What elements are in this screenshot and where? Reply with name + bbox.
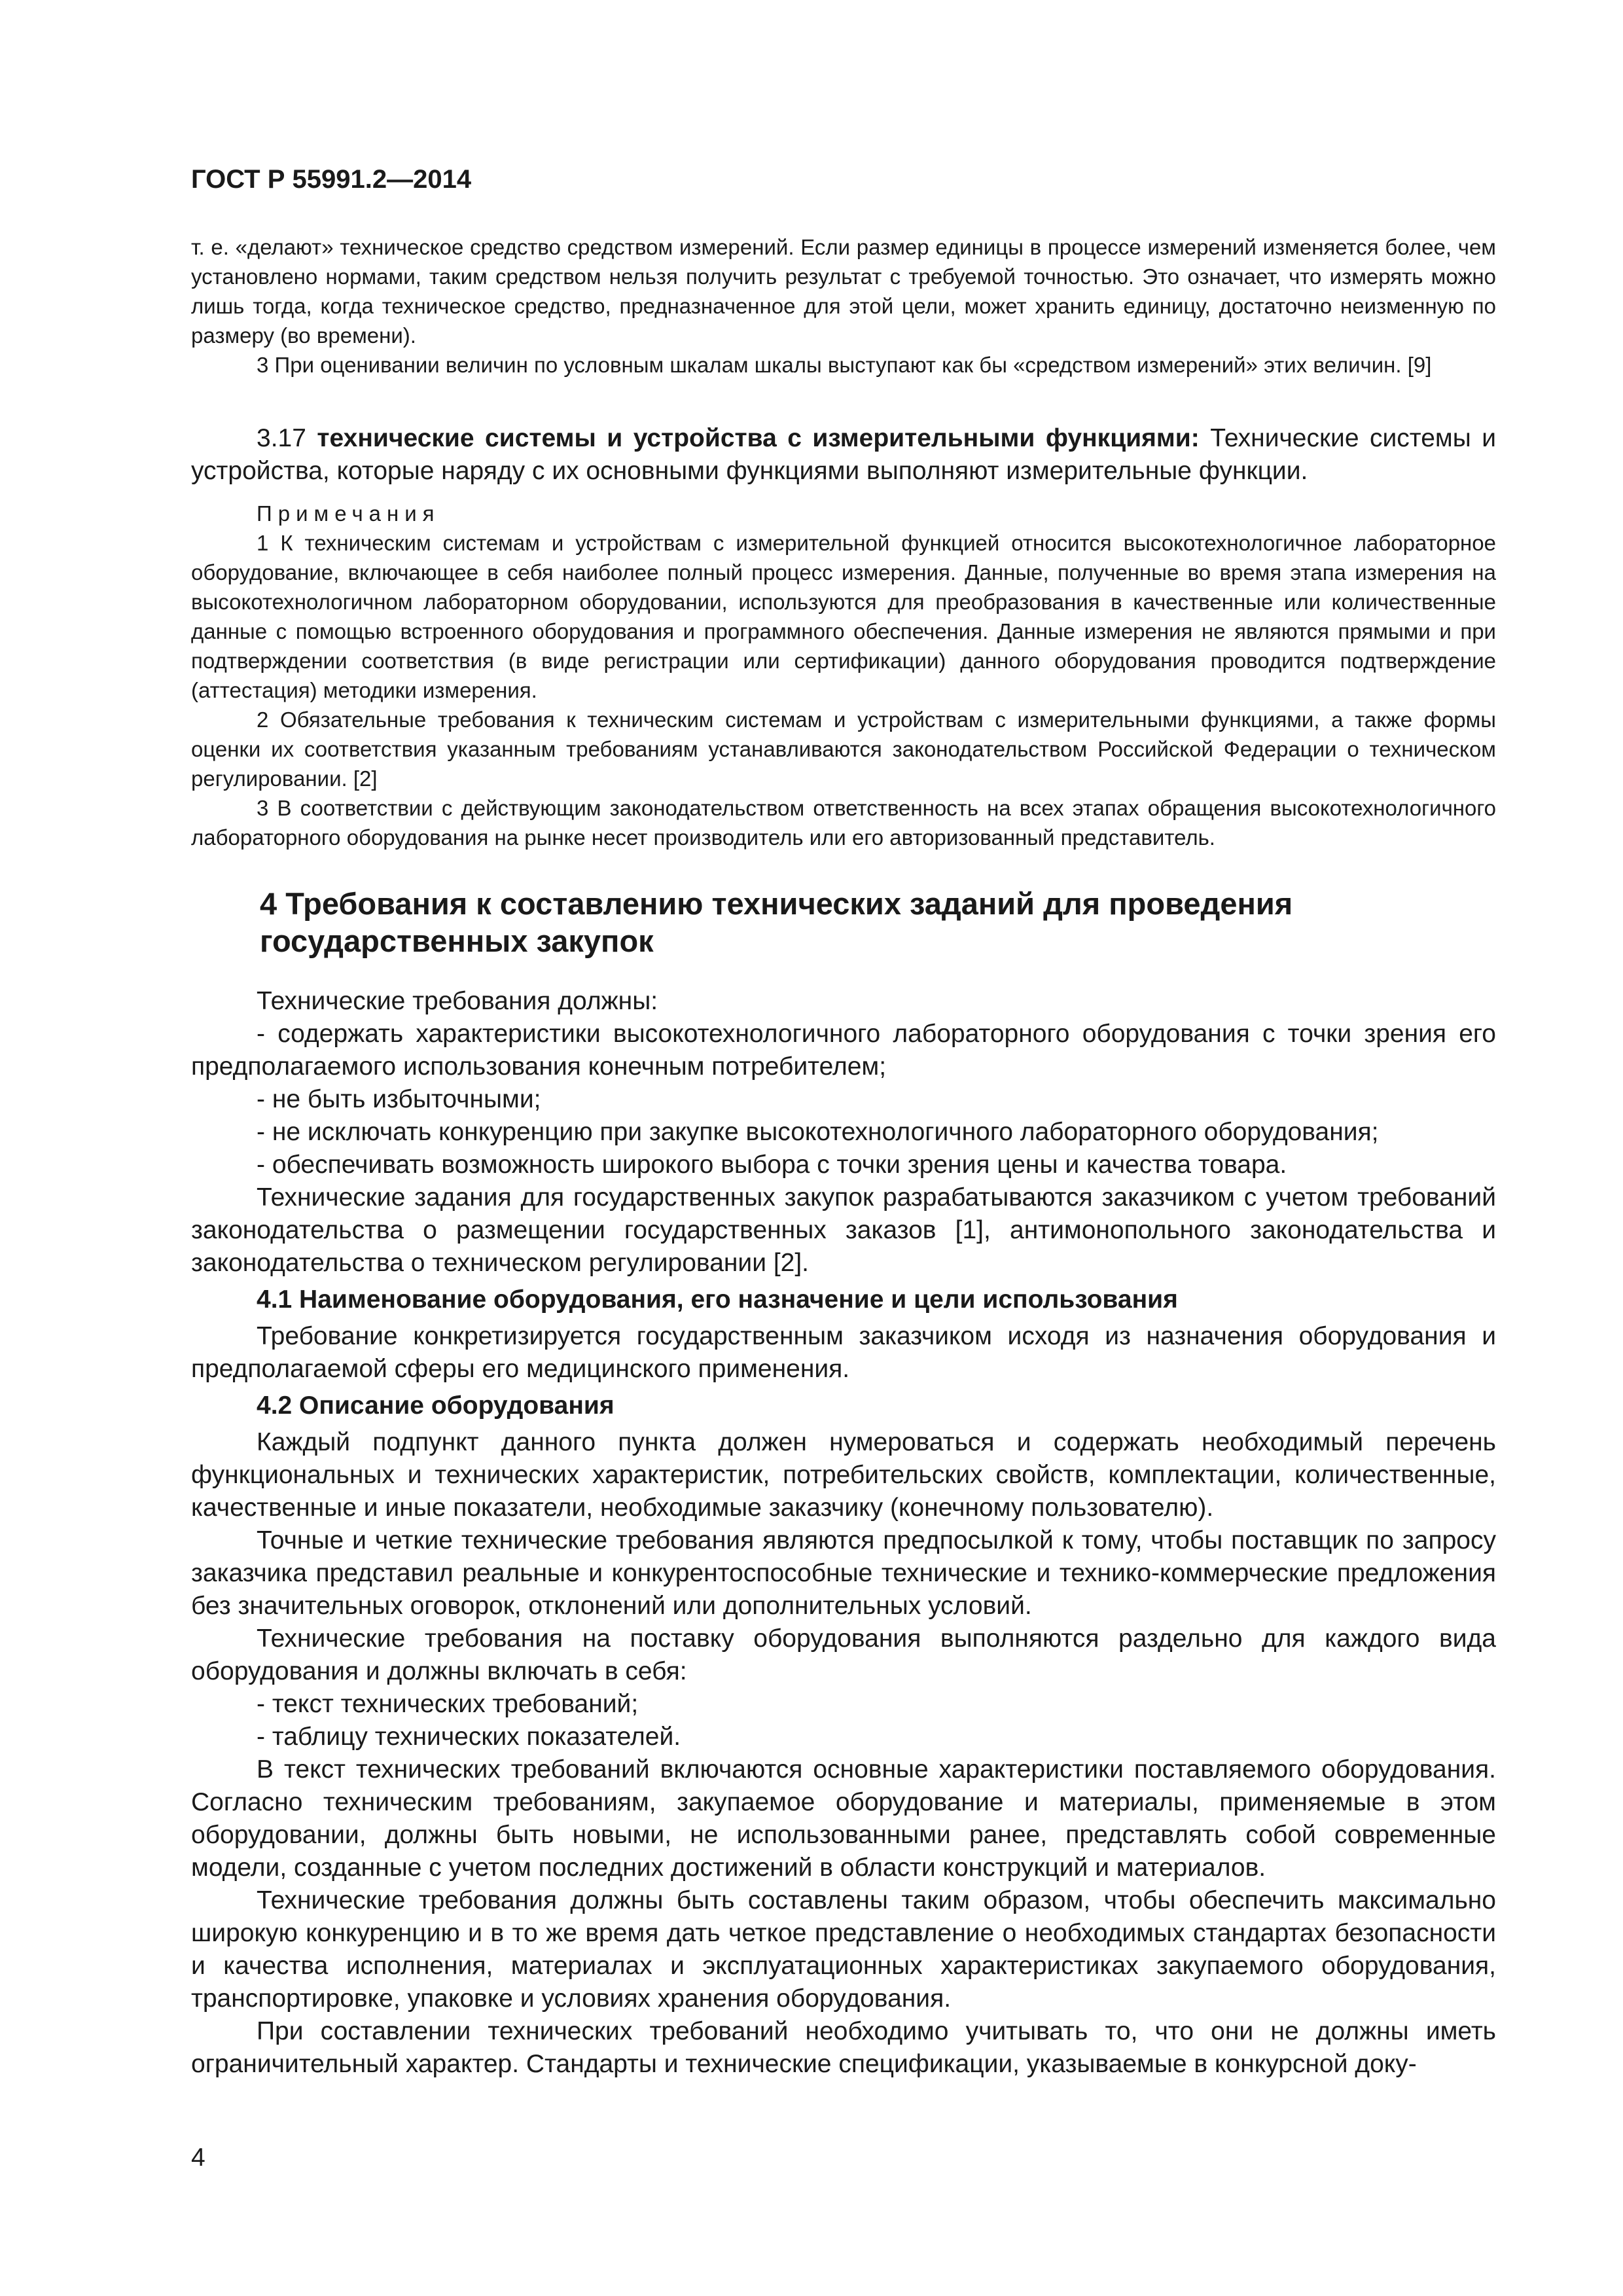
- note-item: 1 К техническим системам и устройствам с измерительной функцией относится высокотехнологичное лабораторное оборудование, включающее в себя наиболее полный процесс измерения. Данные, полученные во время этапа измерения на высокотехнологичном лабораторном оборудовании, используются для преобразования в качественные или количественные данные с помощью встроенного оборудования и программного обеспечения. Данные измерения не являются прямыми и при подтверждении соответствия (в виде регистрации или сертификации) данного оборудования проводится подтверждение (аттестация) методики измерения.: [191, 531, 1496, 702]
- document-header: ГОСТ Р 55991.2—2014: [191, 165, 472, 194]
- note-item: 3 В соответствии с действующим законодательством ответственность на всех этапах обращения высокотехнологичного лабораторного оборудования на рынке несет производитель или его авторизованный представитель.: [191, 796, 1496, 850]
- term-paragraph: [191, 422, 1496, 488]
- list-item: - текст технических требований;: [257, 1690, 639, 1718]
- body-paragraph: При составлении технических требований необходимо учитывать то, что они не должны иметь ограничительный характер. Стандарты и технические спецификации, указываемые в конкурсной доку-: [191, 2017, 1496, 2078]
- list-item: - таблицу технических показателей.: [257, 1723, 681, 1751]
- note-paragraph: 3 При оценивании величин по условным шкалам шкалы выступают как бы «средством измерений» этих величин. [9]: [257, 353, 1432, 377]
- body-paragraph: Точные и четкие технические требования являются предпосылкой к тому, чтобы поставщик по запросу заказчика представил реальные и конкурентоспособные технические и технико-коммерческие предложения без значительных оговорок, отклонений или дополнительных условий.: [191, 1526, 1496, 1620]
- body-paragraph: Технические требования должны быть составлены таким образом, чтобы обеспечить максимально широкую конкуренцию и в то же время дать четкое представление о необходимых стандартах безопасности и качества исполнения, материалах и эксплуатационных характеристиках закупаемого оборудования, транспортировке, упаковке и условиях хранения оборудования.: [191, 1886, 1496, 2013]
- term-number: 3.17: [257, 424, 306, 452]
- list-item: - не быть избыточными;: [257, 1085, 541, 1113]
- section-body: [191, 985, 1496, 2081]
- notes-continuation: [191, 232, 1496, 380]
- term-definition-text: Технические системы и устройства, которые наряду с их основными функциями выполняют измерительные функции.: [191, 424, 1496, 485]
- list-item: - не исключать конкуренцию при закупке высокотехнологичного лабораторного оборудования;: [257, 1118, 1379, 1146]
- subsection-title: 4.2 Описание оборудования: [257, 1391, 615, 1420]
- term-name: технические системы и устройства с измерительными функциями:: [317, 424, 1200, 452]
- term-definition: [191, 422, 1496, 488]
- page-number: 4: [191, 2144, 205, 2172]
- body-paragraph: Технические задания для государственных закупок разрабатываются заказчиком с учетом требований законодательства о размещении государственных заказов [1], антимонопольного законодательства и законодательства о техническом регулировании [2].: [191, 1183, 1496, 1277]
- notes-heading: Примечания: [257, 501, 440, 526]
- subsection-title: 4.1 Наименование оборудования, его назначение и цели использования: [257, 1285, 1178, 1314]
- body-paragraph: Каждый подпункт данного пункта должен нумероваться и содержать необходимый перечень функциональных и технических характеристик, потребительских свойств, комплектации, количественные, качественные и иные показатели, необходимые заказчику (конечному пользователю).: [191, 1428, 1496, 1522]
- section-title: 4 Требования к составлению технических заданий для проведения государственных закупок: [260, 886, 1293, 958]
- term-notes: [191, 499, 1496, 852]
- list-item: - содержать характеристики высокотехнологичного лабораторного оборудования с точки зрения его предполагаемого использования конечным потребителем;: [191, 1020, 1496, 1081]
- section-intro: Технические требования должны:: [257, 987, 658, 1015]
- body-paragraph: Технические требования на поставку оборудования выполняются раздельно для каждого вида оборудования и должны включать в себя:: [191, 1624, 1496, 1685]
- list-item: - обеспечивать возможность широкого выбора с точки зрения цены и качества товара.: [257, 1151, 1287, 1179]
- note-paragraph: т. е. «делают» техническое средство средством измерений. Если размер единицы в процессе измерений изменяется более, чем установлено нормами, таким средством нельзя получить результат с требуемой точностью. Это означает, что измерять можно лишь тогда, когда техническое средство, предназначенное для этой цели, может хранить единицу, достаточно неизменную по размеру (во времени).: [191, 235, 1496, 348]
- note-item: 2 Обязательные требования к техническим системам и устройствам с измерительными функциями, а также формы оценки их соответствия указанным требованиям устанавливаются законодательством Российской Федерации о техническом регулировании. [2]: [191, 708, 1496, 791]
- body-paragraph: В текст технических требований включаются основные характеристики поставляемого оборудования. Согласно техническим требованиям, закупаемое оборудование и материалы, применяемые в этом оборудовании, должны быть новыми, не использованными ранее, представлять собой современные модели, созданные с учетом последних достижений в области конструкций и материалов.: [191, 1755, 1496, 1882]
- body-paragraph: Требование конкретизируется государственным заказчиком исходя из назначения оборудования и предполагаемой сферы его медицинского применения.: [191, 1322, 1496, 1383]
